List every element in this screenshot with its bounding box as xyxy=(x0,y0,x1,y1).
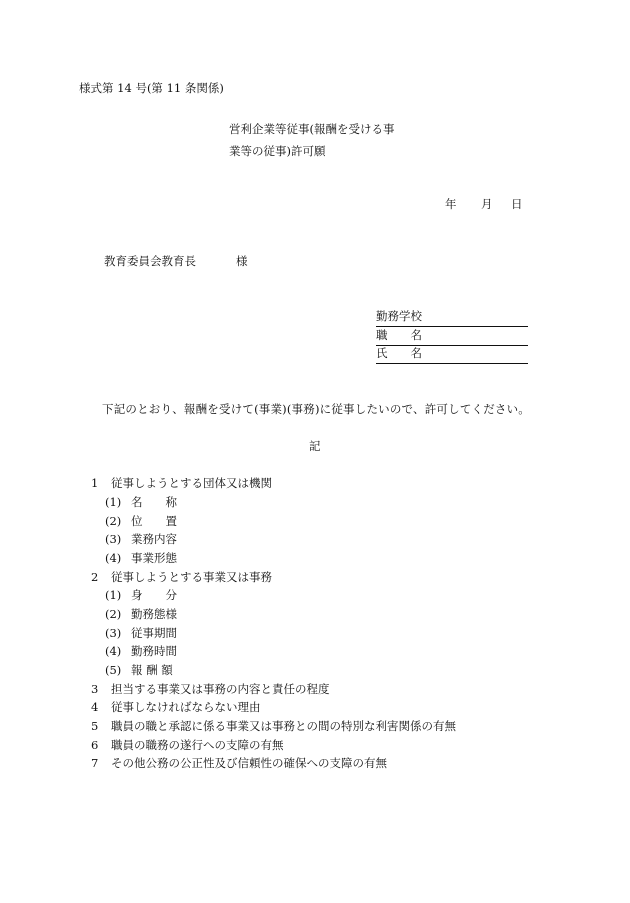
list-item-number: 5 xyxy=(91,719,99,733)
list-item-number: 4 xyxy=(91,700,99,714)
list-item-number: 7 xyxy=(91,756,99,770)
date-day: 日 xyxy=(511,197,523,211)
sub-item-number: (3) xyxy=(105,532,122,546)
list-item-text: 従事しなければならない理由 xyxy=(111,700,261,714)
sub-item-number: (2) xyxy=(105,607,122,621)
sub-item-text: 名 称 xyxy=(131,495,177,509)
list-item-number: 2 xyxy=(91,570,99,584)
list-item-number: 6 xyxy=(91,738,99,752)
sub-item-number: (3) xyxy=(105,626,122,640)
sub-item-text: 身 分 xyxy=(131,588,177,602)
list-item-text: 職員の職務の遂行への支障の有無 xyxy=(111,738,284,752)
addressee-name: 教育委員会教育長 xyxy=(104,254,196,268)
sub-item-text: 業務内容 xyxy=(131,532,177,546)
date-month: 月 xyxy=(481,197,493,211)
sub-item-text: 勤務時間 xyxy=(131,644,177,658)
sub-item-text: 位 置 xyxy=(131,514,177,528)
sub-item-text: 従事期間 xyxy=(131,626,177,640)
sub-item-number: (4) xyxy=(105,551,122,565)
sub-item-number: (4) xyxy=(105,644,122,658)
sub-item-text: 勤務態様 xyxy=(131,607,177,621)
date-year: 年 xyxy=(445,197,457,211)
addressee-honorific: 様 xyxy=(236,254,248,268)
sub-item-number: (1) xyxy=(105,588,122,602)
document-title-line-2: 業等の従事)許可願 xyxy=(229,144,326,158)
addressee xyxy=(104,256,248,268)
name-field-label: 氏 名 xyxy=(376,346,422,360)
sub-item-number: (1) xyxy=(105,495,122,509)
sub-item-text: 事業形態 xyxy=(131,551,177,565)
date-line xyxy=(445,199,523,211)
position-field-label: 職 名 xyxy=(376,328,422,342)
sub-item-number: (2) xyxy=(105,514,122,528)
ki-heading: 記 xyxy=(309,439,321,453)
list-item-number: 1 xyxy=(91,476,99,490)
list-item-text: 職員の職と承認に係る事業又は事務との間の特別な利害関係の有無 xyxy=(111,719,456,733)
list-item-text: 担当する事業又は事務の内容と責任の程度 xyxy=(111,682,330,696)
list-item-text: 従事しようとする事業又は事務 xyxy=(111,570,272,584)
request-statement: 下記のとおり、報酬を受けて(事業)(事務)に従事したいので、許可してください。 xyxy=(102,402,531,416)
school-field[interactable] xyxy=(376,310,528,327)
position-field[interactable] xyxy=(376,329,528,346)
form-number: 様式第 14 号(第 11 条関係) xyxy=(79,81,224,95)
school-field-label: 勤務学校 xyxy=(376,309,422,323)
list-item-number: 3 xyxy=(91,682,99,696)
document-title-line-1: 営利企業等従事(報酬を受ける事 xyxy=(229,122,395,136)
name-field[interactable] xyxy=(376,347,528,364)
list-item-text: 従事しようとする団体又は機関 xyxy=(111,476,272,490)
sub-item-text: 報 酬 額 xyxy=(131,663,173,677)
sub-item-number: (5) xyxy=(105,663,122,677)
list-item-text: その他公務の公正性及び信頼性の確保への支障の有無 xyxy=(111,756,387,770)
